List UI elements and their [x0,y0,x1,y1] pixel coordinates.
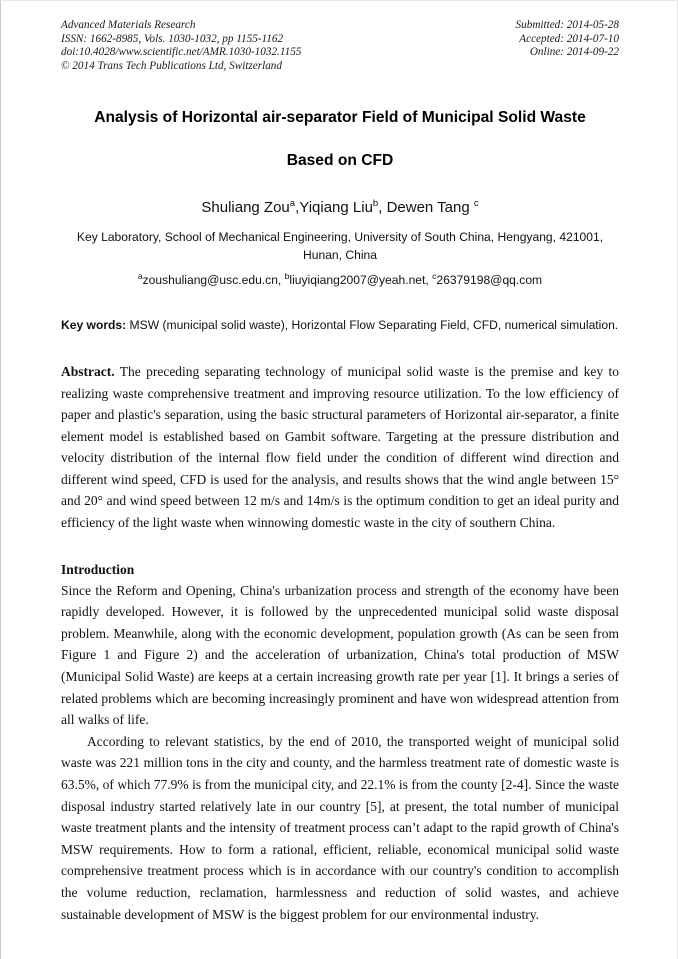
email-address-1[interactable]: zoushuliang@usc.edu.cn, [142,273,285,288]
doi-line: doi:10.4028/www.scientific.net/AMR.1030-1032.1155 [61,46,302,59]
email-mark-2: b [284,271,290,282]
abstract-text: The preceding separating technology of municipal solid waste is the premise and key to realizing waste comprehensive treatment and improving resource utilization. To the low efficiency of paper and plastic's separation, using the basic structural parameters of Horizontal air-separator, a finite element model is established based on Gambit software. Targeting at the pressure distribution and velocity distribution of the internal flow field under the condition of different wind direction and different wind speed, CFD is used for the analysis, and results shows that the wind angle between 15° and 20° and wind speed between 12 m/s and 14m/s is the optimum condition to get an ideal purity and efficiency of the light waste when winnowing domestic waste in the city of southern China. [61,363,619,531]
paper-title-line-2: Based on CFD [286,152,394,170]
accepted-date: Accepted: 2014-07-10 [519,32,619,45]
abstract-block [61,361,619,534]
affiliation-block [61,228,619,264]
masthead [61,1,619,73]
author-affiliation-mark-1: a [289,198,296,210]
email-mark-1: a [137,271,143,282]
author-name-2: Yiqiang Liu [299,199,373,217]
email-mark-3: c [432,271,437,282]
paper-title [61,109,619,170]
author-name-1: Shuliang Zou [201,199,290,217]
copyright-line: © 2014 Trans Tech Publications Ltd, Switzerland [61,59,282,72]
paper-title-line-1: Analysis of Horizontal air-separator Field of Municipal Solid Waste [94,109,586,127]
author-list [61,198,619,216]
author-separator-2: , [378,199,387,217]
email-address-2[interactable]: liuyiqiang2007@yeah.net, [289,273,433,288]
introduction-paragraph-2: According to relevant statistics, by the end of 2010, the transported weight of municipal solid waste was 221 million tons in the city and county, and the harmless treatment rate of domestic waste is 63.5%, of which 77.9% is from the municipal city, and 22.1% is from the county [2-4]. Since the waste disposal industry started relatively late in our country [5], at present, the total number of municipal waste treatment plants and the intensity of treatment process can’t adapt to the rapid growth of China's MSW requirements. How to form a rational, efficient, reliable, economical municipal solid waste comprehensive treatment process which is in accordance with our country's condition to accomplish the volume reduction, reclamation, harmlessness and reduction of solid wastes, and achieve sustainable development of MSW is the biggest problem for our environmental industry. [61,733,619,922]
affiliation-line-2: Hunan, China [303,248,377,263]
abstract-label: Abstract. [61,363,115,379]
author-affiliation-mark-3: c [473,198,479,210]
keywords-label: Key words: [61,318,127,333]
author-separator-1: , [295,199,300,217]
keywords-block [61,316,619,335]
paper-content-column [61,1,619,925]
author-emails [61,267,619,289]
author-name-3: Dewen Tang [386,199,474,217]
masthead-dates [516,19,619,60]
section-heading-introduction: Introduction [61,561,135,577]
masthead-journal-info [61,19,301,73]
submitted-date: Submitted: 2014-05-28 [515,19,619,31]
issn-volume-pages: ISSN: 1662-8985, Vols. 1030-1032, pp 1155-1162 [61,32,284,45]
introduction-paragraph-1: Since the Reform and Opening, China's urbanization process and strength of the economy have been rapidly developed. However, it is followed by the unprecedented municipal solid waste disposal problem. Meanwhile, along with the economic development, population growth (As can be seen from Figure 1 and Figure 2) and the acceleration of urbanization, China's total production of MSW (Municipal Solid Waste) are keeps at a certain increasing growth rate per year [1]. It brings a series of related problems which are becoming increasingly prominent and have won widespread attention from all walks of life. [61,582,619,728]
online-date: Online: 2014-09-22 [529,46,619,59]
keywords-text: MSW (municipal solid waste), Horizontal Flow Separating Field, CFD, numerical simulation. [126,318,619,333]
email-address-3[interactable]: 26379198@qq.com [436,273,543,288]
affiliation-line-1: Key Laboratory, School of Mechanical Engineering, University of South China, Hengyang, 421001, [76,230,604,245]
journal-name: Advanced Materials Research [61,19,196,31]
author-affiliation-mark-2: b [372,198,379,210]
